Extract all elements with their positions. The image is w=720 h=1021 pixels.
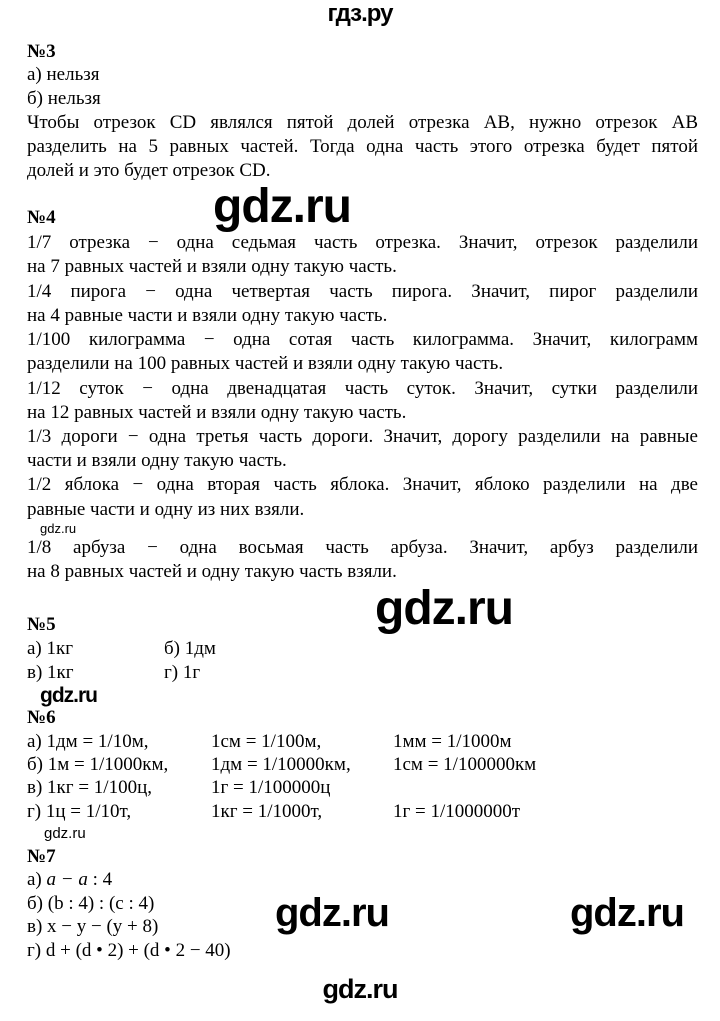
- task3-line: разделить на 5 равных частей. Тогда одна часть этого отрезка будет пятой: [27, 136, 698, 157]
- task5-answer: г) 1г: [164, 662, 201, 683]
- task6-cell: в) 1кг = 1/100ц,: [27, 777, 152, 798]
- watermark: gdz.ru: [40, 521, 77, 536]
- task4-line: на 7 равных частей и взяли одну такую часть.: [27, 256, 397, 277]
- task4-line: 1/8 арбуза − одна восьмая часть арбуза. Значит, арбуз разделили: [27, 537, 698, 558]
- task4-line: 1/4 пирога − одна четвертая часть пирога. Значит, пирог разделили: [27, 281, 698, 302]
- task4-line: на 12 равных частей и взяли одну такую часть.: [27, 402, 407, 423]
- task3-line: Чтобы отрезок CD являлся пятой долей отрезка AB, нужно отрезок AB: [27, 112, 698, 133]
- watermark: gdz.ru: [322, 974, 398, 1004]
- task5-answer: в) 1кг: [27, 662, 74, 683]
- task4-line: 1/3 дороги − одна третья часть дороги. Значит, дорогу разделили на равные: [27, 426, 698, 447]
- task6-cell: а) 1дм = 1/10м,: [27, 731, 149, 752]
- task4-line: равные части и одну из них взяли.: [27, 499, 305, 520]
- task5-answer: а) 1кг: [27, 638, 74, 659]
- watermark: gdz.ru: [375, 582, 513, 635]
- task6-cell: б) 1м = 1/1000км,: [27, 754, 169, 775]
- task6-cell: 1см = 1/100000км: [393, 754, 537, 775]
- task4-line: части и взяли одну такую часть.: [27, 450, 287, 471]
- watermark: gdz.ru: [44, 825, 86, 842]
- task4-title: №4: [27, 207, 56, 228]
- task4-line: разделили на 100 равных частей и взяли одну такую часть.: [27, 353, 504, 374]
- task6-cell: г) 1ц = 1/10т,: [27, 801, 132, 822]
- task7-line: [27, 868, 112, 892]
- task7-line: г) d + (d • 2) + (d • 2 − 40): [27, 940, 231, 961]
- task3-line: б) нельзя: [27, 88, 101, 109]
- task4-line: на 4 равные части и взяли одну такую часть.: [27, 305, 388, 326]
- watermark: gdz.ru: [570, 891, 684, 935]
- task6-cell: 1см = 1/100м,: [211, 731, 322, 752]
- task7-a-expr: a − a: [46, 869, 88, 890]
- task6-cell: 1г = 1/1000000т: [393, 801, 521, 822]
- task4-line: 1/2 яблока − одна вторая часть яблока. Значит, яблоко разделили на две: [27, 474, 698, 495]
- watermark: gdz.ru: [40, 684, 97, 707]
- watermark: gdz.ru: [213, 180, 351, 233]
- site-title: гдз.ру: [327, 0, 393, 27]
- task6-cell: 1дм = 1/10000км,: [211, 754, 351, 775]
- task4-line: на 8 равных частей и одну такую часть взяли.: [27, 561, 397, 582]
- task7-line: в) x − y − (y + 8): [27, 916, 159, 937]
- task4-line: 1/100 килограмма − одна сотая часть килограмма. Значит, килограмм: [27, 329, 698, 350]
- task3-line: долей и это будет отрезок CD.: [27, 160, 271, 181]
- task6-cell: 1мм = 1/1000м: [393, 731, 512, 752]
- task7-a-prefix: а): [27, 869, 47, 890]
- task3-line: а) нельзя: [27, 64, 100, 85]
- task5-answer: б) 1дм: [164, 638, 216, 659]
- task3-title: №3: [27, 41, 56, 62]
- task4-line: 1/7 отрезка − одна седьмая часть отрезка. Значит, отрезок разделили: [27, 232, 698, 253]
- task6-cell: 1г = 1/100000ц: [211, 777, 331, 798]
- task7-line: б) (b : 4) : (c : 4): [27, 893, 155, 914]
- task5-title: №5: [27, 614, 56, 635]
- task4-line: 1/12 суток − одна двенадцатая часть суток. Значит, сутки разделили: [27, 378, 698, 399]
- task7-title: №7: [27, 846, 56, 867]
- task6-title: №6: [27, 707, 56, 728]
- watermark: gdz.ru: [275, 891, 389, 935]
- task7-a-suffix: : 4: [87, 869, 113, 890]
- task6-cell: 1кг = 1/1000т,: [211, 801, 323, 822]
